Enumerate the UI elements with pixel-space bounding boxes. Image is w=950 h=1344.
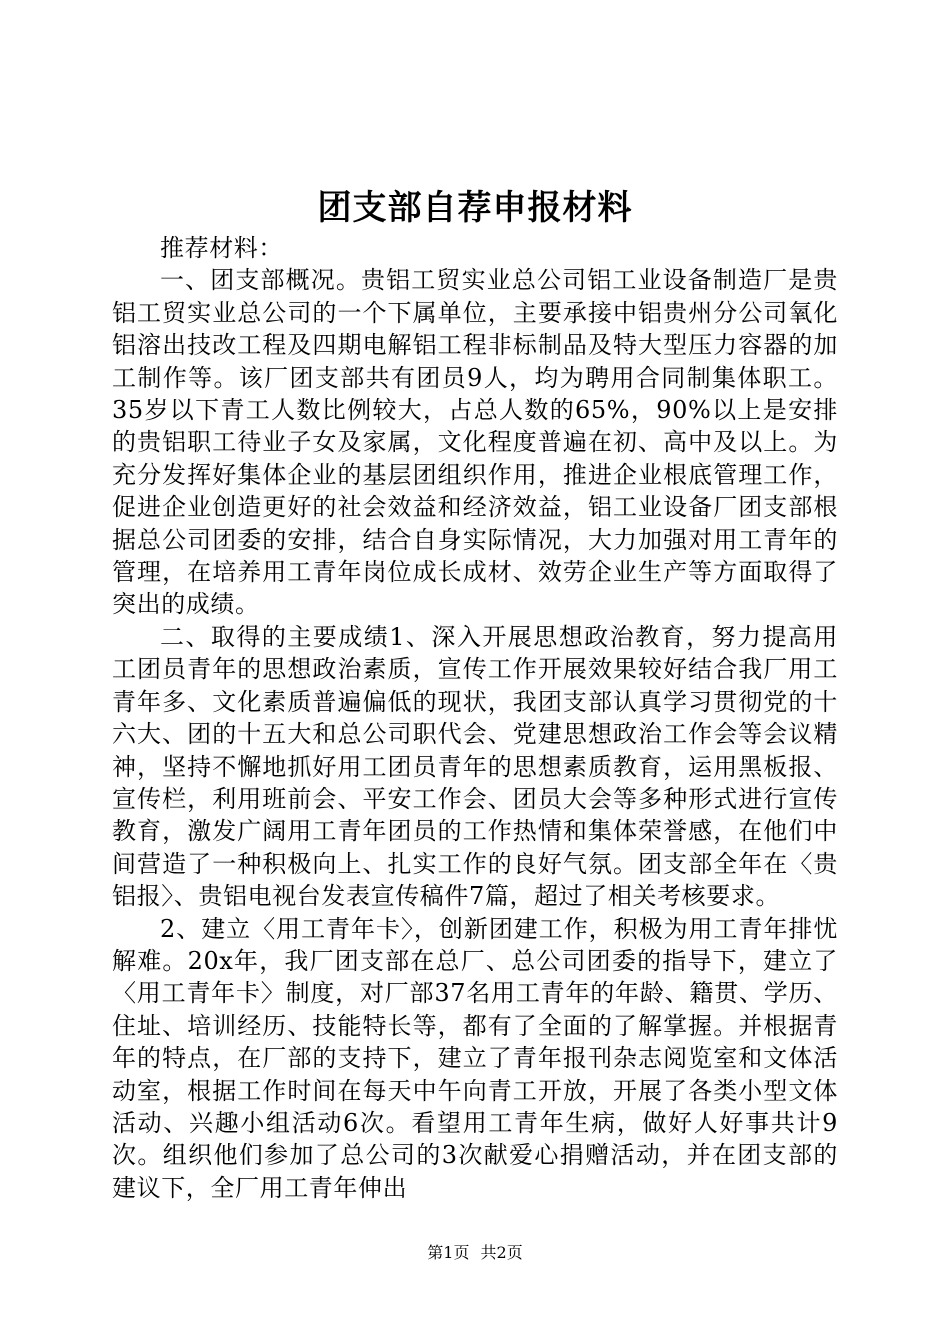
page-total: 共2页: [480, 1243, 523, 1262]
document-title: 团支部自荐申报材料: [317, 188, 633, 228]
paragraph-youth-card: 2、建立〈用工青年卡〉，创新团建工作，积极为用工青年排忧解难。20x年，我厂团支部在总厂、总公司团委的指导下，建立了〈用工青年卡〉制度，对厂部37名用工青年的年龄、籍贯、学历、住址、培训经历、技能特长等，都有了全面的了解掌握。并根据青年的特点，在厂部的支持下，建立了青年报刊杂志阅览室和文体活动室，根据工作时间在每天中午向青工开放，开展了各类小型文体活动、兴趣小组活动6次。看望用工青年生病，做好人好事共计9次。组织他们参加了总公司的3次献爱心捐赠活动，并在团支部的建议下，全厂用工青年伸出: [112, 914, 838, 1202]
page-footer: [0, 1241, 950, 1265]
page-number: 第1页: [427, 1243, 470, 1262]
paragraph-overview: 一、团支部概况。贵铝工贸实业总公司铝工业设备制造厂是贵铝工贸实业总公司的一个下属单位，主要承接中铝贵州分公司氧化铝溶出技改工程及四期电解铝工程非标制品及特大型压力容器的加工制作等。该厂团支部共有团员9人，均为聘用合同制集体职工。35岁以下青工人数比例较大，占总人数的65%，90%以上是安排的贵铝职工待业子女及家属，文化程度普遍在初、高中及以上。为充分发挥好集体企业的基层团组织作用，推进企业根底管理工作，促进企业创造更好的社会效益和经济效益，铝工业设备厂团支部根据总公司团委的安排，结合自身实际情况，大力加强对用工青年的管理，在培养用工青年岗位成长成材、效劳企业生产等方面取得了突出的成绩。: [112, 266, 838, 619]
paragraph-recommend-label: 推荐材料：: [160, 234, 283, 262]
document-body: [112, 232, 838, 1204]
paragraph-achievements: 二、取得的主要成绩1、深入开展思想政治教育，努力提高用工团员青年的思想政治素质，宣传工作开展效果较好结合我厂用工青年多、文化素质普遍偏低的现状，我团支部认真学习贯彻党的十六大、团的十五大和总公司职代会、党建思想政治工作会等会议精神，坚持不懈地抓好用工团员青年的思想素质教育，运用黑板报、宣传栏，利用班前会、平安工作会、团员大会等多种形式进行宣传教育，激发广阔用工青年团员的工作热情和集体荣誉感，在他们中间营造了一种积极向上、扎实工作的良好气氛。团支部全年在〈贵铝报〉、贵铝电视台发表宣传稿件7篇，超过了相关考核要求。: [112, 622, 838, 911]
